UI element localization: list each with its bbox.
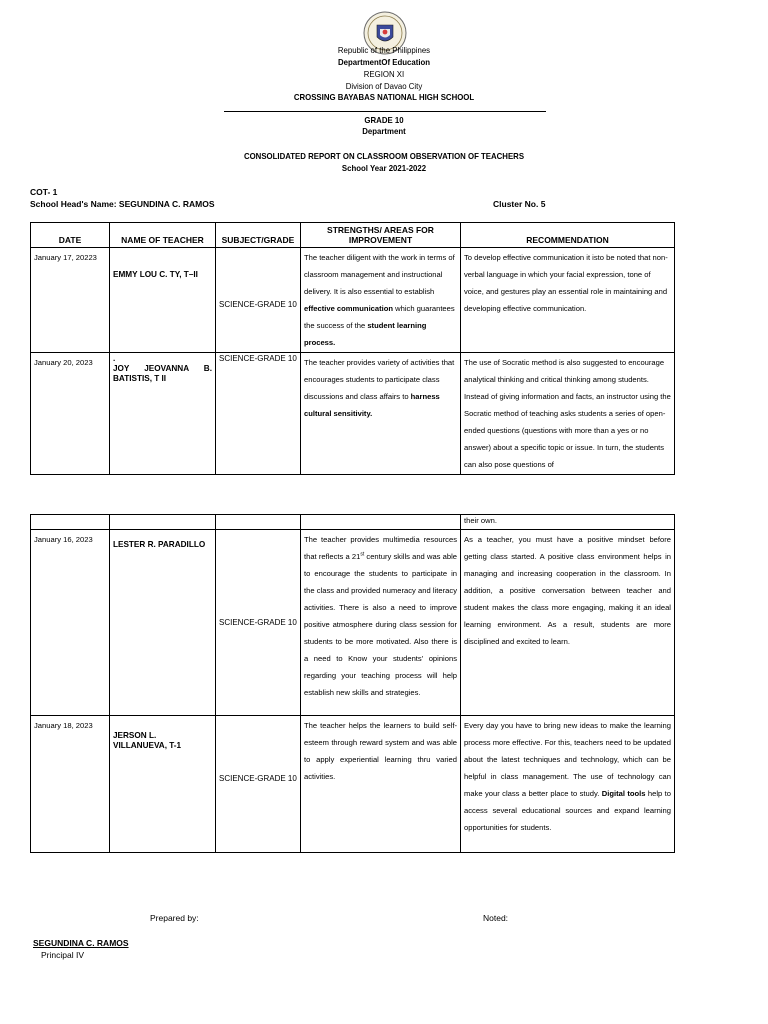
cot-label: COT- 1 bbox=[30, 187, 58, 197]
col-strengths-header: STRENGTHS/ AREAS FOR IMPROVEMENT bbox=[301, 223, 461, 248]
observation-table-page1 bbox=[30, 222, 675, 475]
header-republic: Republic of the Philippines bbox=[337, 45, 431, 55]
row-date: January 17, 20223 bbox=[31, 248, 110, 353]
school-year: School Year 2021-2022 bbox=[341, 163, 427, 173]
report-title: CONSOLIDATED REPORT ON CLASSROOM OBSERVATION OF TEACHERS bbox=[243, 151, 525, 161]
header-divider bbox=[224, 111, 546, 112]
observation-table-page2 bbox=[30, 514, 675, 853]
teacher-name: JOY JEOVANNA B. BATISTIS, T II bbox=[113, 364, 212, 383]
strengths-text: The teacher provides multimedia resources that reflects a 21 bbox=[304, 535, 457, 561]
recommendation-cell: To develop effective communication it isto be noted that non-verbal language in which your facial expression, tone of voice, and gestures play an essential role in maintaining and developing effective communication. bbox=[461, 248, 675, 353]
prepared-by-label: Prepared by: bbox=[150, 913, 199, 923]
header-division: Division of Davao City bbox=[345, 81, 423, 91]
col-date-header: DATE bbox=[31, 223, 110, 248]
recommendation-cell: As a teacher, you must have a positive mindset before getting class started. A positive class environment helps in managing and increasing cooperation in the classroom. In addition, a positive conversation between teacher and student makes the class more engaging, making it an ideal learning environment. As a result, students are more disciplined and excited to learn. bbox=[461, 530, 675, 716]
col-teacher-header: NAME OF TEACHER bbox=[110, 223, 216, 248]
recommendation-keyword: Digital tools bbox=[601, 789, 646, 798]
header-department: DepartmentOf Education bbox=[337, 57, 431, 67]
cluster-number: Cluster No. 5 bbox=[493, 199, 546, 209]
table-row bbox=[31, 248, 675, 353]
table-row bbox=[31, 353, 675, 475]
recommendation-cell bbox=[461, 716, 675, 853]
table-row bbox=[31, 716, 675, 853]
signatory-title: Principal IV bbox=[41, 950, 84, 960]
strengths-cell bbox=[301, 530, 461, 716]
strengths-text: The teacher diligent with the work in terms of classroom management and instructional delivery. It is also essential to establish bbox=[304, 253, 455, 296]
teacher-name: LESTER R. PARADILLO bbox=[113, 540, 206, 549]
strengths-text: century skills and was able to encourage the students to participate in the class and provided numeracy and literacy activities. There is also a need to improve positive atmosphere during class session for students to be more motivated. Also there is a need to Know your students' opinions regarding your teaching process will help establish new skills and strategies. bbox=[304, 552, 457, 697]
teacher-name: EMMY LOU C. TY, T–II bbox=[113, 270, 198, 279]
col-recommendation-header: RECOMMENDATION bbox=[461, 223, 675, 248]
header-region: REGION XI bbox=[363, 69, 405, 79]
strengths-cell bbox=[301, 248, 461, 353]
subject-grade: SCIENCE-GRADE 10 bbox=[219, 300, 297, 309]
school-head-name: School Head's Name: SEGUNDINA C. RAMOS bbox=[30, 199, 215, 209]
strengths-cell bbox=[301, 353, 461, 475]
strengths-keyword: harness cultural sensitivity. bbox=[304, 392, 440, 418]
subject-grade: SCIENCE-GRADE 10 bbox=[219, 617, 297, 627]
noted-label: Noted: bbox=[483, 913, 509, 923]
strengths-superscript: st bbox=[360, 551, 365, 558]
strengths-text: The teacher provides variety of activities that encourages students to participate class discussions and class affairs to bbox=[304, 358, 455, 401]
row-date: January 18, 2023 bbox=[31, 716, 110, 853]
recommendation-text: help to access several educational sources and expand learning opportunities for students. bbox=[464, 789, 671, 832]
grade-label: GRADE 10 bbox=[364, 115, 404, 125]
col-subject-header: SUBJECT/GRADE bbox=[216, 223, 301, 248]
subject-grade: SCIENCE-GRADE 10 bbox=[219, 354, 297, 363]
table-row bbox=[31, 530, 675, 716]
school-name: CROSSING BAYABAS NATIONAL HIGH SCHOOL bbox=[293, 92, 475, 102]
row-date: January 16, 2023 bbox=[31, 530, 110, 716]
strengths-keyword: student learning process. bbox=[304, 321, 427, 347]
teacher-name: JERSON L. VILLANUEVA, T-1 bbox=[113, 731, 182, 750]
row-date: January 20, 2023 bbox=[31, 353, 110, 475]
subject-grade: SCIENCE-GRADE 10 bbox=[219, 774, 297, 783]
signatory-name: SEGUNDINA C. RAMOS bbox=[33, 938, 129, 948]
strengths-cell: The teacher helps the learners to build self-esteem through reward system and was able to apply experiential learning thru varied activities. bbox=[301, 716, 461, 853]
recommendation-text: Every day you have to bring new ideas to make the learning process more effective. For this, teachers need to be updated about the latest techniques and technology, which can be helpful in class management. The use of technology can make your class a better place to study. bbox=[464, 721, 671, 798]
recommendation-cell: The use of Socratic method is also suggested to encourage analytical thinking and critical thinking among students. Instead of giving information and facts, an instructor using the Socratic method of teaching asks students a series of open-ended questions (questions with more than a yes or no answer) about a specific topic or issue. In turn, the students can also pose questions of bbox=[461, 353, 675, 475]
strengths-keyword: effective communication bbox=[304, 304, 394, 313]
table-row-continuation bbox=[31, 515, 675, 530]
department-label: Department bbox=[362, 126, 406, 136]
recommendation-continuation: their own. bbox=[461, 515, 675, 530]
strengths-text: which guarantees the success of the bbox=[304, 304, 455, 330]
teacher-dot: . bbox=[113, 354, 116, 363]
